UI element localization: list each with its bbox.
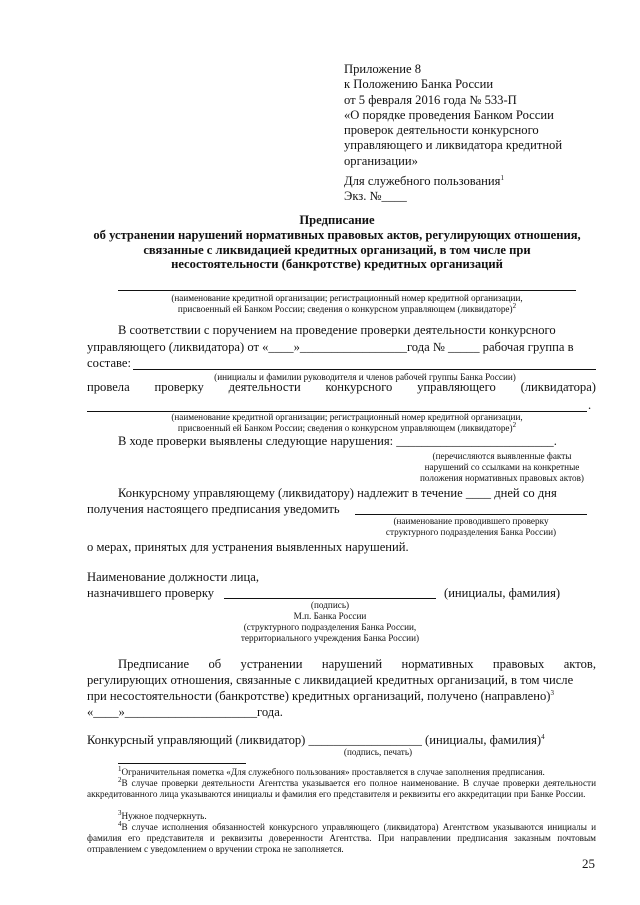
caption-group: (инициалы и фамилии руководителя и членов рабочей группы Банка России): [214, 372, 516, 382]
para4-line4: «____»_____________________года.: [87, 705, 283, 719]
para4-word: нормативных: [401, 657, 474, 671]
footnote-ref: 4: [541, 732, 545, 741]
footnote-separator: [118, 763, 246, 764]
para4-line3: при несостоятельности (банкротстве) кредитных организаций, получено (направлено): [87, 689, 551, 703]
title-line: об устранении нарушений нормативных правовых актов, регулирующих отношения,: [93, 227, 581, 242]
footnote-4: $^4$В случае исполнения обязанностей конкурсного управляющего (ликвидатора) Агентством указываются инициалы и фамилия его представителя и реквизиты доверенности Агентства. При направлении предписания заказным почтовым отправлением с уведомлением о вручении строка не заполняется.: [87, 819, 596, 854]
appendix-header: [344, 62, 614, 169]
line-end-dot: .: [588, 398, 592, 412]
footnote-2: $^2$В случае проверки деятельности Агентства указывается его полное наименование. В случае проверки деятельности аккредитованного лица указываются инициалы и фамилия его представителя и реквизиты его аккредитации при Банке России.: [87, 775, 596, 799]
appendix-line: к Положению Банка России: [344, 77, 494, 92]
caption-receiver-signature: (подпись, печать): [343, 747, 413, 757]
receiver-line: __________________: [308, 733, 422, 747]
service-mark: [344, 174, 504, 204]
appendix-line: «О порядке проведения Банком России: [344, 107, 554, 122]
para4-word: об: [208, 657, 222, 671]
caption-organization: (наименование кредитной организации; регистрационный номер кредитной организации, присвоенный ей Банком России; сведения о конкурсном управляющем (ликвидаторе)$^2$: [171, 293, 523, 314]
appendix-line: проверок деятельности конкурсного: [344, 123, 539, 138]
copy-number: Экз. №____: [344, 189, 407, 203]
signer-position-line1: Наименование должности лица,: [87, 570, 259, 584]
appendix-line: от 5 февраля 2016 года № 533-П: [344, 92, 517, 107]
para4-word: нарушений: [321, 657, 383, 671]
para3-line1: Конкурсному управляющему (ликвидатору) надлежит в течение ____ дней со дня: [118, 486, 557, 500]
para1-line1: В соответствии с поручением на проведение проверки деятельности конкурсного: [118, 323, 556, 337]
title-heading: Предписание: [299, 213, 375, 227]
signer-initials: (инициалы, фамилия): [444, 586, 561, 600]
para4-line1: [118, 657, 596, 672]
para1-line2: управляющего (ликвидатора) от «____»_________________года № _____ рабочая группа в: [87, 340, 574, 354]
footnote-ref: 1: [500, 173, 504, 182]
page-number: 25: [582, 856, 595, 871]
para1-line4: провела проверку деятельности конкурсного управляющего (ликвидатора): [87, 380, 596, 394]
para4-word: актов,: [563, 657, 596, 671]
footnote-3: $^3$Нужное подчеркнуть.: [118, 808, 207, 821]
footnote-ref: 3: [550, 688, 555, 697]
para3-line3: о мерах, принятых для устранения выявленных нарушений.: [87, 540, 409, 554]
caption-department: (наименование проводившего проверку структурного подразделения Банка России): [385, 516, 557, 537]
fill-line-organization: [118, 290, 576, 291]
fill-line-signature: [224, 598, 436, 599]
title-line: связанные с ликвидацией кредитных организаций, в том числе при: [143, 242, 531, 257]
footnote-ref: 2: [512, 420, 517, 429]
appendix-line: Приложение 8: [344, 62, 422, 76]
fill-line-group: [133, 369, 596, 370]
receiver-label: Конкурсный управляющий (ликвидатор): [87, 733, 306, 747]
receiver-initials: (инициалы, фамилия): [425, 733, 542, 747]
document-title: [60, 213, 614, 272]
para2-text: В ходе проверки выявлены следующие нарушения: _________________________.: [118, 434, 557, 448]
para4-word: устранении: [240, 657, 303, 671]
appendix-line: управляющего и ликвидатора кредитной: [344, 138, 563, 153]
appendix-line: организации»: [344, 153, 418, 168]
para4-line2: регулирующих отношения, связанные с ликвидацией кредитных организаций, в том числе: [87, 673, 574, 687]
fill-line-department: [355, 514, 587, 515]
footnote-ref: 2: [512, 301, 517, 310]
para4-word: Предписание: [118, 657, 190, 671]
title-line: несостоятельности (банкротстве) кредитных организаций: [171, 257, 503, 272]
footnote-1: $^1$Ограничительная пометка «Для служебного пользования» проставляется в случае заполнения предписания.: [118, 764, 545, 777]
caption-signature: (подпись) М.п. Банка России (структурного подразделения Банка России, территориального учреждения Банка России): [240, 600, 420, 643]
para3-line2: получения настоящего предписания уведомить: [87, 502, 340, 516]
caption-violations: (перечисляются выявленные факты нарушений со ссылками на конкретные положения нормативных правовых актов): [420, 451, 584, 483]
para4-word: правовых: [492, 657, 545, 671]
caption-organization-2: (наименование кредитной организации; регистрационный номер кредитной организации, присвоенный ей Банком России; сведения о конкурсном управляющем (ликвидаторе)$^2$: [171, 412, 523, 433]
signer-position-line2: назначившего проверку: [87, 586, 215, 600]
service-label: Для служебного пользования: [344, 174, 501, 188]
para1-line3: составе:: [87, 356, 131, 370]
